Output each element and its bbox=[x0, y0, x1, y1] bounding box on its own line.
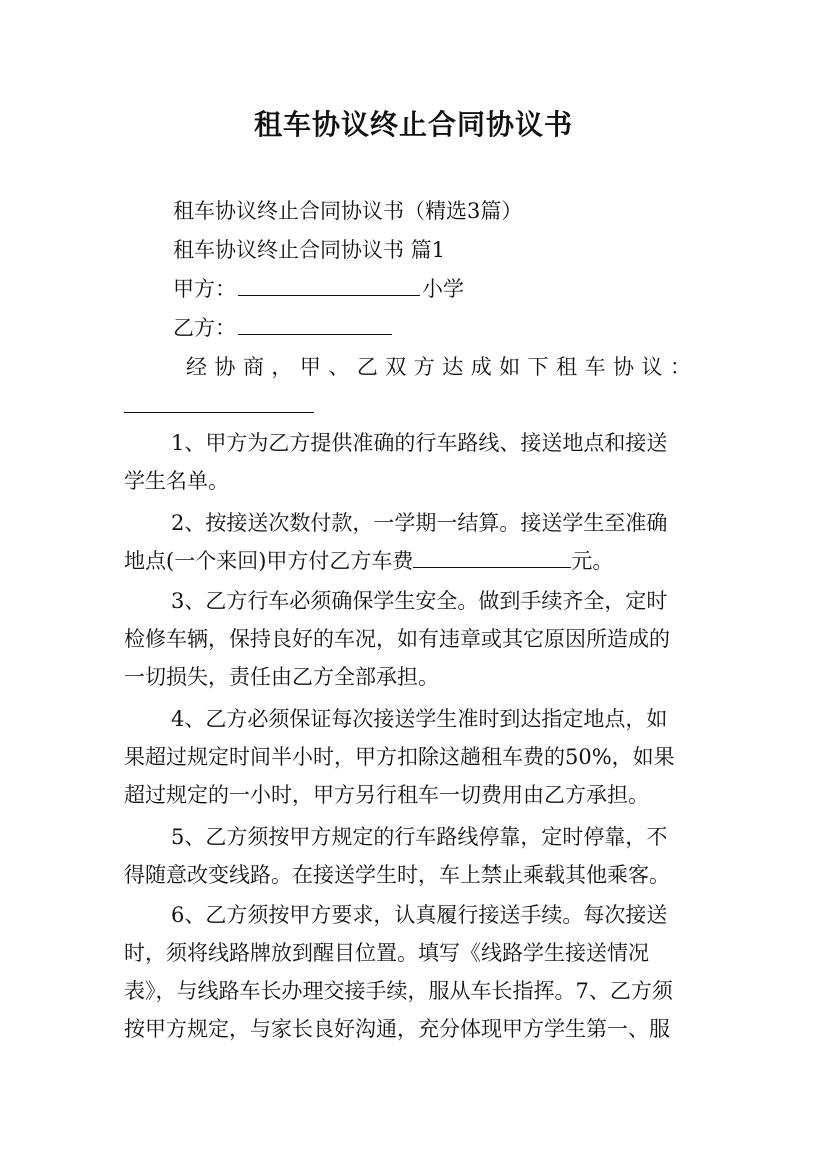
clause-6-line-4: 按甲方规定，与家长良好沟通，充分体现甲方学生第一、服 bbox=[124, 1017, 670, 1041]
agreement-intro-char: 方 bbox=[413, 355, 435, 379]
clause-1-line-1: 1、甲方为乙方提供准确的行车路线、接送地点和接送 bbox=[171, 431, 668, 455]
clause-2-line-1: 2、按接送次数付款，一学期一结算。接送学生至准确 bbox=[171, 511, 668, 535]
agreement-intro-char: 协 bbox=[214, 355, 236, 379]
agreement-intro-char: 如 bbox=[499, 355, 521, 379]
agreement-intro-char: 甲 bbox=[299, 355, 321, 379]
document-subtitle: 租车协议终止合同协议书（精选3篇） bbox=[173, 199, 523, 223]
clause-2-line-2-text: 地点(一个来回)甲方付乙方车费 bbox=[124, 549, 414, 573]
clause-4-line-2: 果超过规定时间半小时，甲方扣除这趟租车费的50%，如果 bbox=[124, 745, 675, 769]
party-a-suffix: 小学 bbox=[422, 277, 464, 301]
agreement-intro-char: 乙 bbox=[356, 355, 378, 379]
agreement-intro-blank bbox=[124, 412, 314, 413]
agreement-intro-char: 、 bbox=[328, 355, 350, 379]
party-a-label: 甲方： bbox=[173, 277, 236, 301]
clause-5-line-2: 得随意改变线路。在接送学生时，车上禁止乘载其他乘客。 bbox=[124, 863, 670, 887]
clause-1-line-2: 学生名单。 bbox=[124, 469, 229, 493]
agreement-intro-char: 协 bbox=[613, 355, 635, 379]
party-b-line bbox=[0, 313, 827, 343]
clause-4-line-3: 超过规定的一小时，甲方另行租车一切费用由乙方承担。 bbox=[124, 783, 649, 807]
agreement-intro-char: 下 bbox=[527, 355, 549, 379]
agreement-intro-char: 商 bbox=[242, 355, 264, 379]
agreement-intro bbox=[186, 352, 691, 382]
agreement-intro-char: ： bbox=[669, 355, 691, 379]
clause-4 bbox=[124, 700, 704, 814]
clause-6-line-3: 表》，与线路车长办理交接手续，服从车长指挥。7、乙方须 bbox=[124, 979, 673, 1003]
agreement-intro-char: 议 bbox=[641, 355, 663, 379]
section-title: 租车协议终止合同协议书 篇1 bbox=[173, 238, 446, 262]
party-b-blank bbox=[238, 313, 392, 335]
clause-2-line-2-suffix: 元。 bbox=[571, 549, 614, 573]
clause-3-line-1: 3、乙方行车必须确保学生安全。做到手续齐全，定时 bbox=[171, 589, 668, 613]
clause-6-line-1: 6、乙方须按甲方要求，认真履行接送手续。每次接送 bbox=[171, 903, 668, 927]
agreement-intro-char: 达 bbox=[442, 355, 464, 379]
party-a-line bbox=[0, 274, 827, 304]
agreement-intro-char: ， bbox=[271, 355, 293, 379]
agreement-intro-char: 车 bbox=[584, 355, 606, 379]
clause-2 bbox=[124, 504, 704, 580]
clause-6 bbox=[124, 896, 704, 1048]
agreement-intro-char: 双 bbox=[385, 355, 407, 379]
agreement-intro-char: 成 bbox=[470, 355, 492, 379]
clause-2-line-2 bbox=[124, 542, 704, 580]
clause-1 bbox=[124, 424, 704, 500]
clause-3-line-3: 一切损失，责任由乙方全部承担。 bbox=[124, 665, 439, 689]
clause-6-line-2: 时，须将线路牌放到醒目位置。填写《线路学生接送情况 bbox=[124, 941, 649, 965]
fare-blank bbox=[413, 546, 571, 568]
clause-5-line-1: 5、乙方须按甲方规定的行车路线停靠，定时停靠，不 bbox=[171, 825, 668, 849]
clause-5 bbox=[124, 818, 704, 894]
clause-3-line-2: 检修车辆，保持良好的车况，如有违章或其它原因所造成的 bbox=[124, 627, 670, 651]
party-b-label: 乙方： bbox=[173, 316, 236, 340]
party-a-blank bbox=[238, 274, 420, 296]
document-title: 租车协议终止合同协议书 bbox=[253, 108, 573, 141]
clause-4-line-1: 4、乙方必须保证每次接送学生准时到达指定地点，如 bbox=[171, 707, 668, 731]
clause-3 bbox=[124, 582, 704, 696]
agreement-intro-char: 租 bbox=[556, 355, 578, 379]
agreement-intro-char: 经 bbox=[186, 355, 207, 379]
